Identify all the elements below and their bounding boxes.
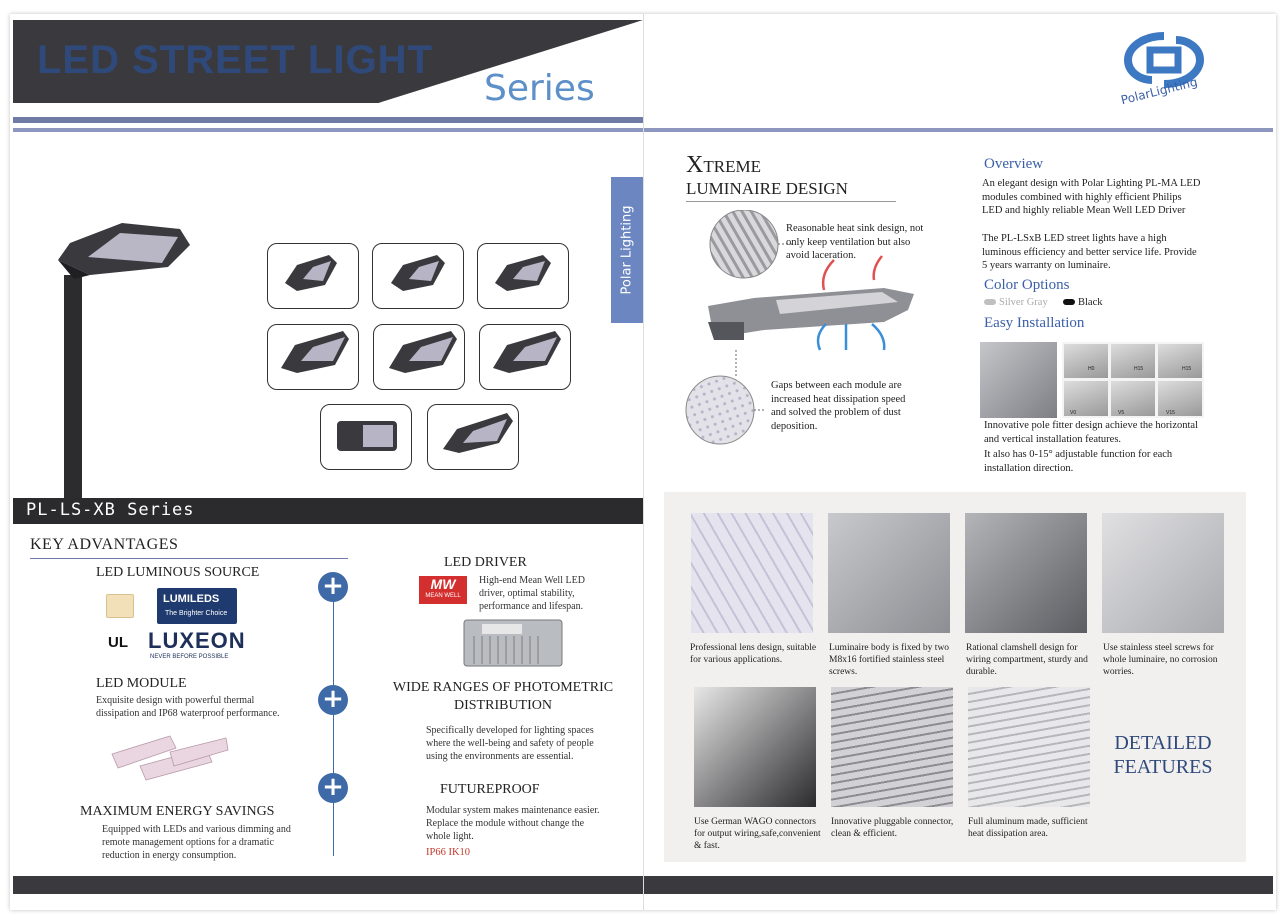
installation-angles-image: H0 H15 H15 V0 V5 V15 [1062,342,1204,418]
feature-image-aluminum [968,687,1090,807]
energy-text: Equipped with LEDs and various dimming and remote management options for a dramatic reduction in energy consumption. [102,824,291,861]
ul-logo: UL [108,634,128,651]
feature-text: Rational clamshell design for wiring compartment, sturdy and durable. [966,643,1088,677]
street-light-image [50,215,200,500]
feature-text: Use stainless steel screws for whole luminaire, no corrosion worries. [1103,643,1218,677]
feature-text: Professional lens design, suitable for various applications. [690,643,817,665]
overview-heading: Overview [984,156,1044,172]
meanwell-logo: MW MEAN WELL [419,576,467,604]
feature-image-stainless-screws [1102,513,1224,633]
led-module-text: Exquisite design with powerful thermal dissipation and IP68 waterproof performance. [96,695,280,719]
color-options-heading: Color Options [984,277,1070,293]
lumileds-logo: LUMILEDS The Brighter Choice [157,588,237,624]
feature-text: Innovative pluggable connector, clean & efficient. [831,817,954,839]
installation-text-1: Innovative pole fitter design achieve the horizontal and vertical installation features. [984,420,1199,445]
polar-lighting-logo-text: PolarLighting [1119,74,1199,108]
easy-installation-heading: Easy Installation [984,315,1085,331]
series-name: PL-LS-XB Series [26,500,195,520]
plus-icon: + [318,572,348,602]
product-thumbnail [477,243,569,309]
led-source-heading: LED LUMINOUS SOURCE [96,565,260,580]
page-subtitle: Series [484,68,595,109]
feature-text: Full aluminum made, sufficient heat dissipation area. [968,817,1088,839]
led-module-image [110,732,230,782]
product-thumbnail [479,324,571,390]
photometric-text: Specifically developed for lighting spaces where the well-being and safety of people using the environments are essential. [426,725,594,762]
photometric-heading: WIDE RANGES OF PHOTOMETRIC DISTRIBUTION [392,680,614,713]
overview-paragraph-2: The PL-LSxB LED street lights have a high luminous efficiency and better service life. Provide 5 years warranty on luminaire. [982,233,1197,271]
luminaire-design-heading: LUMINAIRE DESIGN [686,179,848,198]
silver-gray-label: Silver Gray [999,297,1048,308]
key-advantages-underline [30,558,348,559]
xtreme-heading: XTREME [686,152,761,178]
feature-image-connector [831,687,953,807]
product-thumbnail [267,324,359,390]
futureproof-text: Modular system makes maintenance easier. Replace the module without change the whole light. [426,805,600,842]
feature-image-lens [691,513,813,633]
heat-sink-note: Reasonable heat sink design, not only keep ventilation but also avoid laceration. [786,223,924,261]
product-thumbnail [372,243,464,309]
detailed-features-title: DETAILED FEATURES [1113,732,1213,778]
product-thumbnail [427,404,519,470]
page-gutter [643,14,644,910]
gaps-note: Gaps between each module are increased heat dissipation speed and solved the problem of dust deposition. [771,380,906,432]
plus-icon: + [318,773,348,803]
installation-text-2: It also has 0-15° adjustable function for each installation direction. [984,449,1173,474]
led-chip-image [106,594,134,618]
feature-text: Luminaire body is fixed by two M8x16 fortified stainless steel screws. [829,643,950,677]
product-thumbnail [320,404,412,470]
led-module-heading: LED MODULE [96,676,187,691]
black-label: Black [1078,297,1103,308]
black-swatch [1063,299,1075,305]
page-title: LED STREET LIGHT [37,38,433,82]
overview-paragraph-1: An elegant design with Polar Lighting PL-MA LED modules combined with highly efficient Philips LED and highly reliable Mean Well LED Driver [982,178,1201,216]
product-thumbnail [373,324,465,390]
luxeon-logo: LUXEON [148,628,246,653]
feature-image-wago [694,687,816,807]
led-driver-text: High-end Mean Well LED driver, optimal stability, performance and lifespan. [479,575,585,612]
pole-fitter-image [980,342,1057,418]
product-thumbnail [267,243,359,309]
heading-underline [686,201,896,202]
side-tab: Polar Lighting [611,177,643,323]
energy-heading: MAXIMUM ENERGY SAVINGS [80,804,275,819]
led-driver-heading: LED DRIVER [444,555,527,570]
feature-image-clamshell [965,513,1087,633]
key-advantages-heading: KEY ADVANTAGES [30,536,179,553]
led-driver-image [462,614,564,670]
feature-text: Use German WAGO connectors for output wiring,safe,convenient & fast. [694,817,821,851]
futureproof-heading: FUTUREPROOF [440,782,540,797]
timeline-line [333,586,334,856]
feature-image-screws [828,513,950,633]
luxeon-tagline: NEVER BEFORE POSSIBLE [150,654,229,660]
silver-swatch [984,299,996,305]
plus-icon: + [318,685,348,715]
header-stripe [13,117,643,123]
ip-rating: IP66 IK10 [426,847,471,858]
